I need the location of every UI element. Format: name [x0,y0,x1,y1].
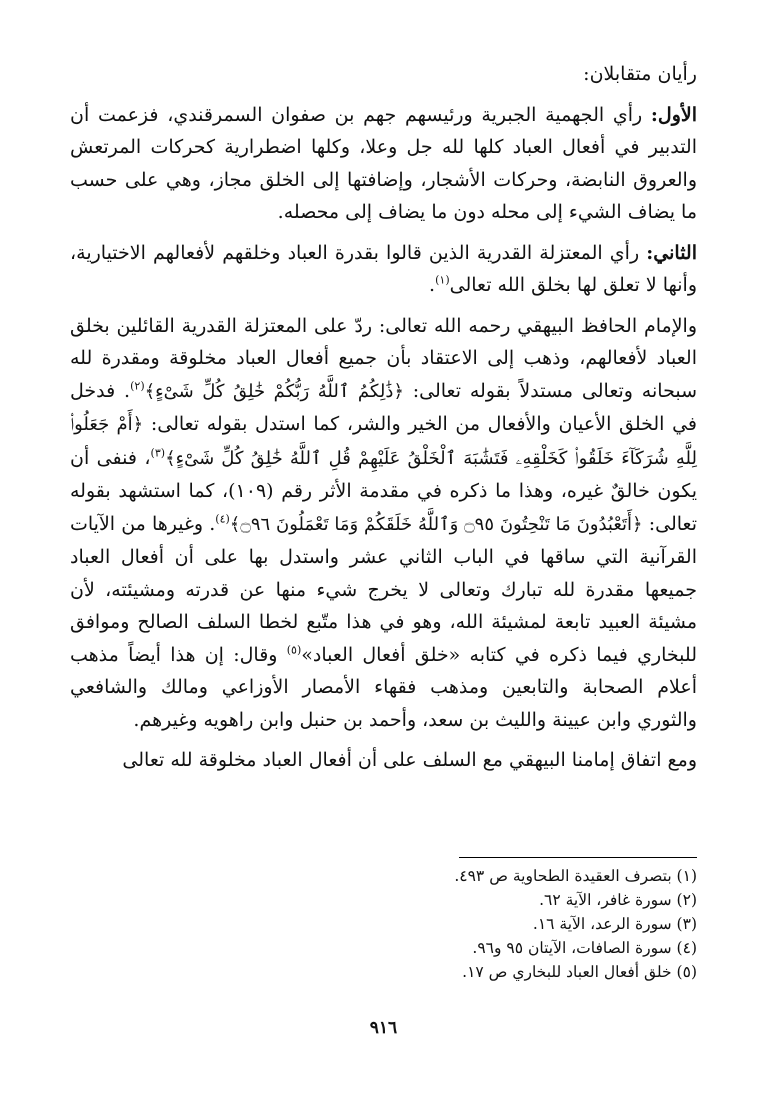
main-text [70,58,697,785]
section-heading: رأيان متقابلان: [583,63,697,85]
footnote-divider [459,857,697,858]
quran-verse-2: ﴿أَمْ جَعَلُوا۟ لِلَّهِ شُرَكَآءَ خَلَقُوا۟ كَخَلْقِهِۦ فَتَشَٰبَهَ ٱلْخَلْقُ عَلَيْهِمْ قُلِ ٱللَّهُ خَٰلِقُ كُلِّ شَىْءٍ﴾ [70,414,697,469]
first-opinion-label: الأول: [650,103,697,126]
paragraph-first-opinion [70,99,697,229]
bayhaqi-text-d: . وغيرها من الآيات القرآنية التي ساقها في الباب الثاني عشر واستدل بها على أن أفعال العباد جميعها مقدرة لله تبارك وتعالى لا يخرج شيء منها عن قدرته ومشيئته، لأن مشيئة العبيد تابعة لمشيئة الله، وهو في هذا متّبع لخطا السلف الصالح وموافق للبخاري فيما ذكره في كتابه «خلق أفعال العباد» [70,512,697,666]
footnote-ref-1: (١) [435,273,450,287]
footnote-5: (٥) خلق أفعال العباد للبخاري ص ١٧. [462,963,697,981]
quran-verse-1: ﴿ذَٰلِكُمُ ٱللَّهُ رَبُّكُمْ خَٰلِقُ كُلِّ شَىْءٍ﴾ [144,380,404,402]
footnote-ref-2: (٢) [130,379,145,393]
first-opinion-text: رأي الجهمية الجبرية ورئيسهم جهم بن صفوان السمرقندي، فزعمت أن التدبير في أفعال العباد كلها لله جل وعلا، وكلها اضطرارية كحركات المرتعش والعروق النابضة، وحركات الأشجار، وإضافتها إلى الخلق مجاز، وهي على حسب ما يضاف الشيء إلى محله دون ما يضاف إلى محصله. [70,103,697,223]
footnote-2: (٢) سورة غافر، الآية ٦٢. [539,891,697,909]
bayhaqi-text-e: وقال: إن هذا أيضاً مذهب أعلام الصحابة والتابعين ومذهب فقهاء الأمصار الأوزاعي ومالك والشافعي والثوري وابن عيينة والليث بن سعد، وأحمد بن حنبل وابن راهويه وغيرهم. [70,643,697,731]
second-opinion-text: رأي المعتزلة القدرية الذين قالوا بقدرة العباد وخلقهم لأفعالهم الاختيارية، وأنها لا تعلق لها بخلق الله تعالى [70,241,697,296]
paragraph-agreement: ومع اتفاق إمامنا البيهقي مع السلف على أن أفعال العباد مخلوقة لله تعالى [122,749,697,771]
footnote-ref-3: (٣) [150,446,166,460]
footnote-ref-5: (٥) [286,643,302,657]
footnote-1: (١) بتصرف العقيدة الطحاوية ص ٤٩٣. [454,867,697,885]
paragraph-second-opinion [70,237,697,302]
footnotes [300,864,697,984]
second-opinion-end: . [429,274,436,296]
bayhaqi-text-b: . فدخل في الخلق الأعيان والأفعال من الخير والشر، كما استدل بقوله تعالى: [70,379,698,435]
bayhaqi-text-a: والإمام الحافظ البيهقي رحمه الله تعالى: ردّ على المعتزلة القدرية القائلين بخلق العباد لأفعالهم، وذهب إلى الاعتقاد بأن جميع أفعال العباد مخلوقة ومقدرة لله سبحانه وتعالى مستدلاً بقوله تعالى: [70,314,697,402]
quran-verse-3: ﴿أَتَعْبُدُونَ مَا تَنْحِتُونَ ۝٩٥ وَٱللَّهُ خَلَقَكُمْ وَمَا تَعْمَلُونَ ۝٩٦﴾ [229,513,643,535]
footnote-ref-4: (٤) [215,512,230,526]
page-number: ٩١٦ [369,1018,398,1038]
bayhaqi-text-c: ، فنفى أن يكون خالقٌ غيره، وهذا ما ذكره في مقدمة الأثر رقم (١٠٩)، كما استشهد بقوله تعالى: [70,446,698,535]
footnote-3: (٣) سورة الرعد، الآية ١٦. [532,915,697,933]
footnote-4: (٤) سورة الصافات، الآيتان ٩٥ و٩٦. [472,939,697,957]
second-opinion-label: الثاني: [646,241,697,264]
paragraph-bayhaqi [70,310,697,737]
